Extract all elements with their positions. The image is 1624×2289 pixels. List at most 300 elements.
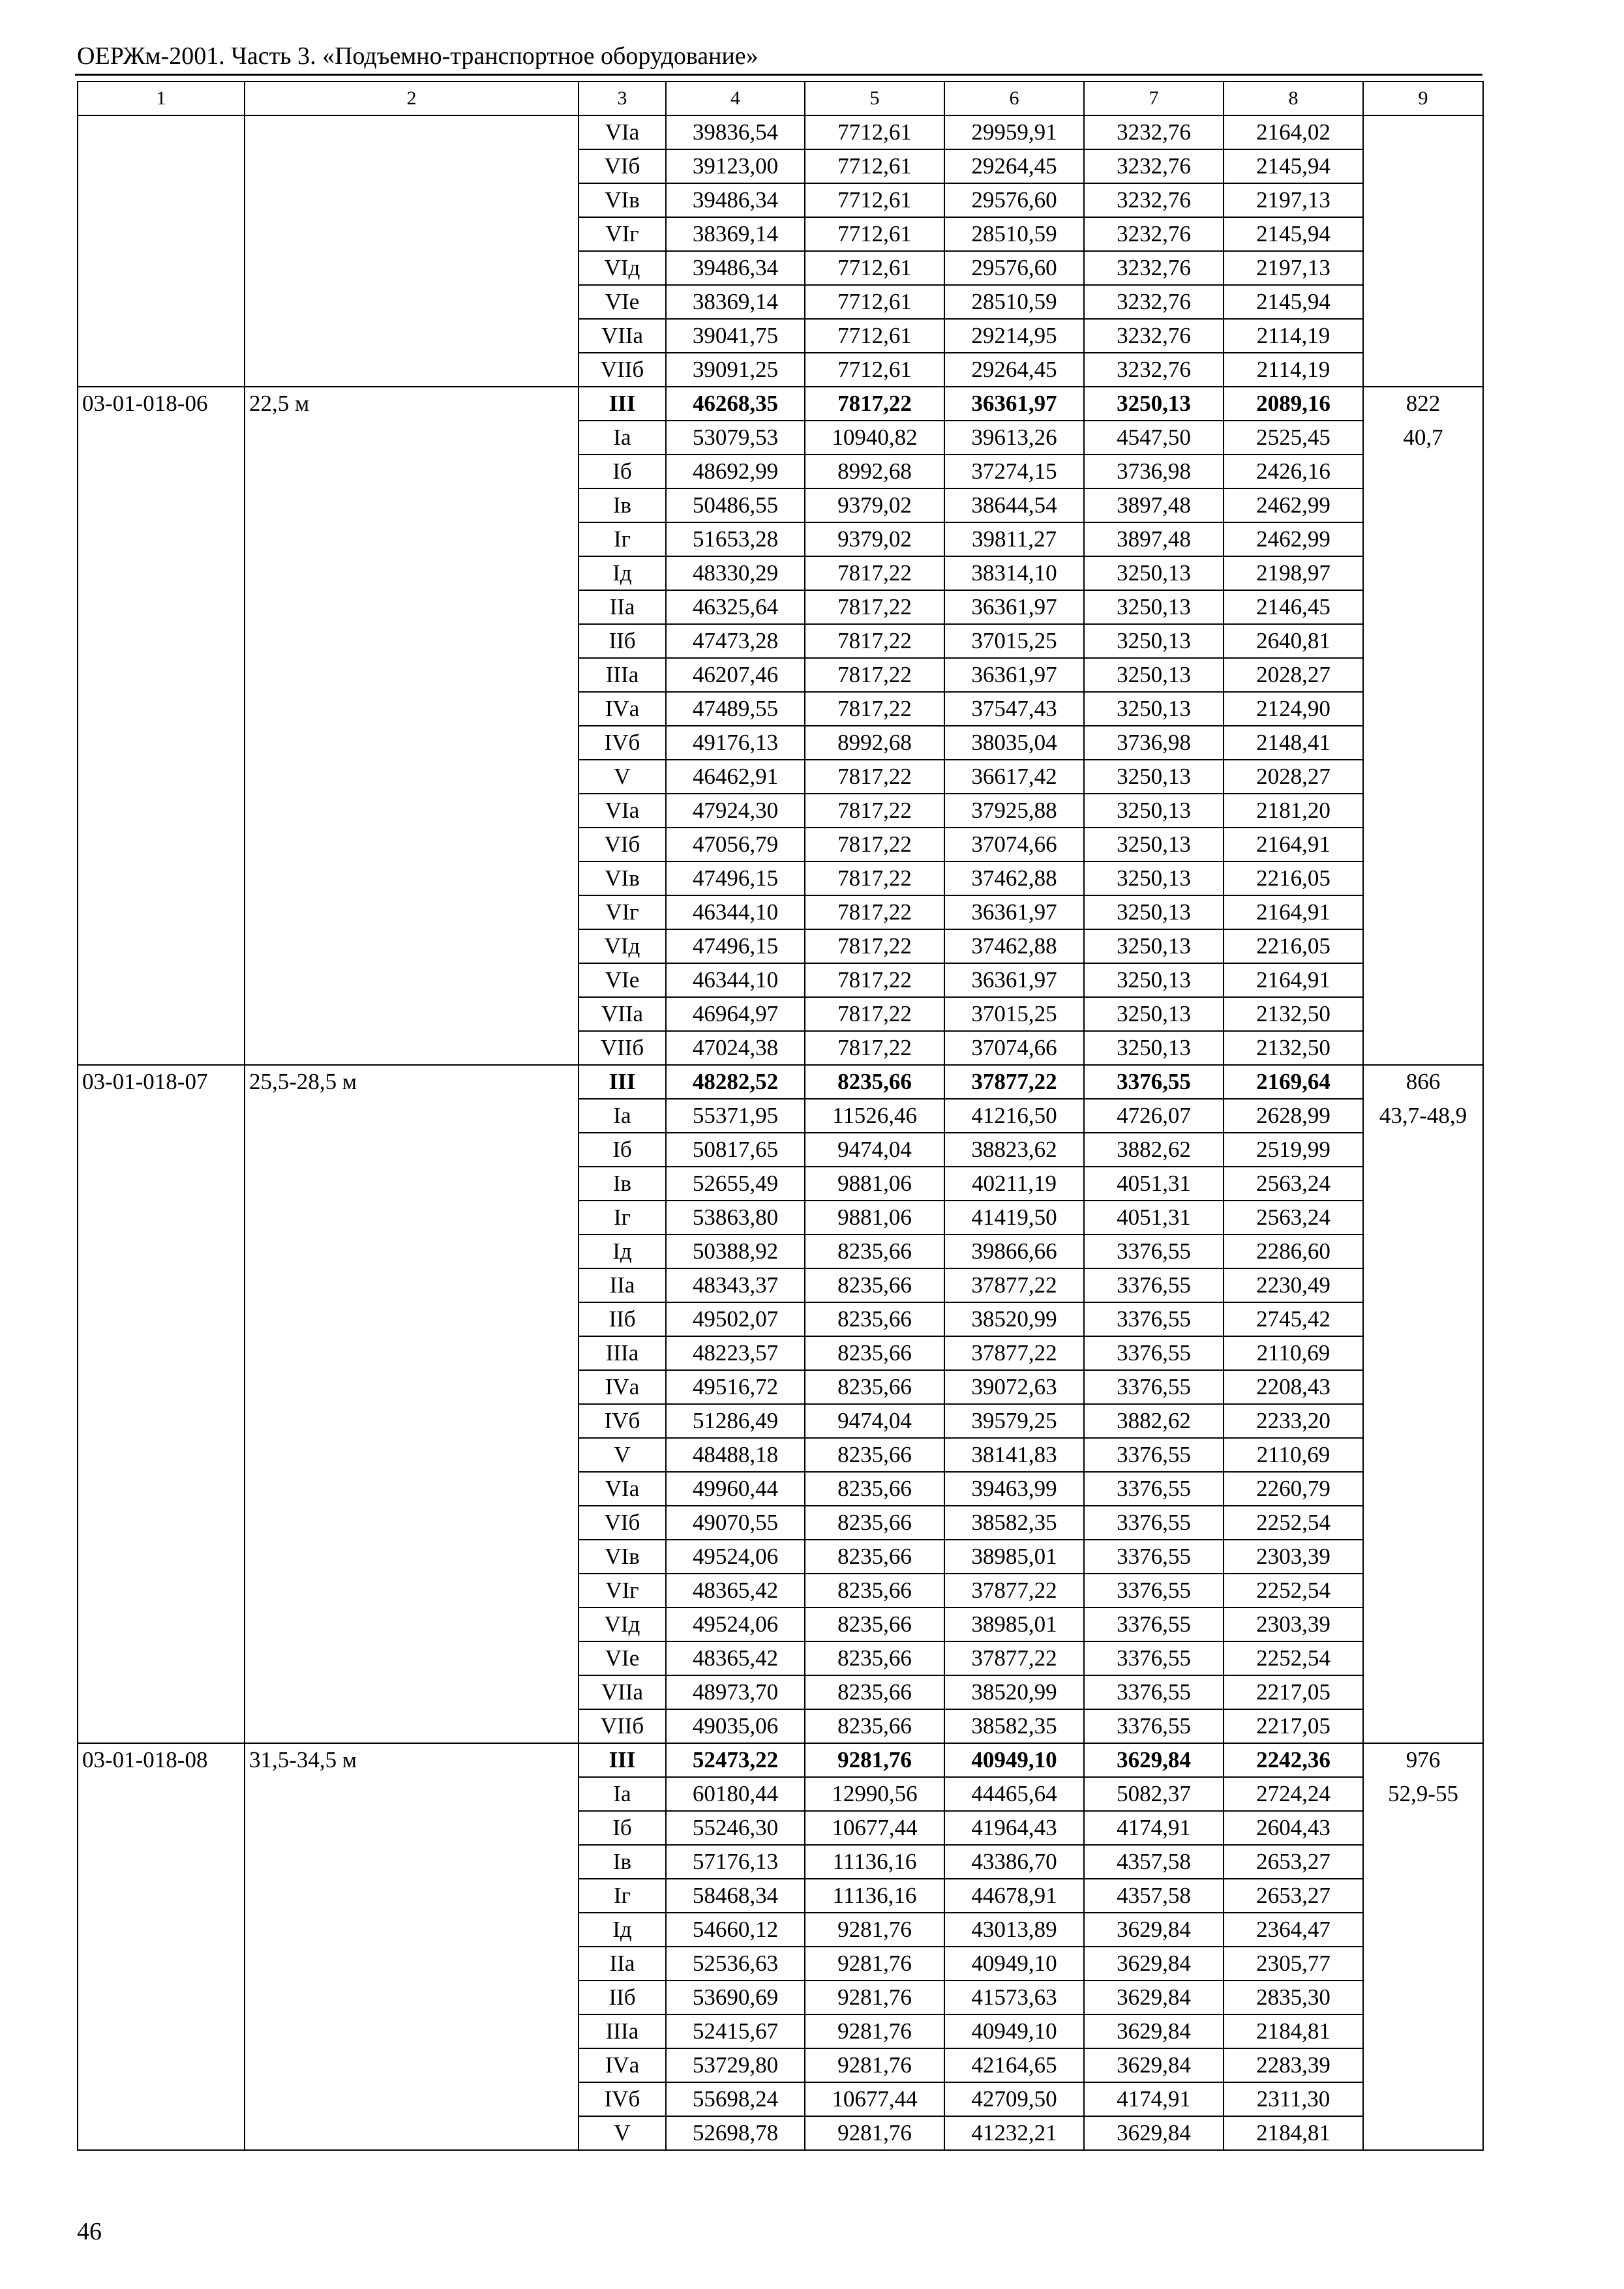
variant-cell: IVб <box>579 1404 666 1438</box>
value-cell: 2604,43 <box>1224 1811 1363 1845</box>
value-cell: 49524,06 <box>666 1540 805 1574</box>
variant-cell: Iб <box>579 455 666 488</box>
value-cell: 39613,26 <box>944 421 1084 455</box>
value-cell: 3376,55 <box>1084 1506 1224 1540</box>
value-cell: 38520,99 <box>944 1302 1084 1336</box>
value-cell: 4051,31 <box>1084 1167 1224 1201</box>
variant-cell: IIIа <box>579 658 666 692</box>
value-cell: 2305,77 <box>1224 1947 1363 1981</box>
value-cell: 37925,88 <box>944 794 1084 828</box>
value-cell: 50817,65 <box>666 1133 805 1167</box>
value-cell: 7712,61 <box>805 217 944 251</box>
variant-cell: VIг <box>579 1574 666 1608</box>
value-cell: 8235,66 <box>805 1268 944 1302</box>
value-cell: 3376,55 <box>1084 1540 1224 1574</box>
value-cell: 52655,49 <box>666 1167 805 1201</box>
page-header-title: ОЕРЖм-2001. Часть 3. «Подъемно-транспортное оборудование» <box>77 42 759 70</box>
value-cell: 9881,06 <box>805 1201 944 1234</box>
value-cell: 3376,55 <box>1084 1641 1224 1675</box>
value-cell: 36361,97 <box>944 963 1084 997</box>
value-cell: 3250,13 <box>1084 828 1224 861</box>
value-cell: 47496,15 <box>666 861 805 895</box>
variant-cell: VIв <box>579 861 666 895</box>
value-cell: 7817,22 <box>805 1031 944 1065</box>
value-cell: 41964,43 <box>944 1811 1084 1845</box>
value-cell: 3736,98 <box>1084 726 1224 760</box>
value-cell: 53863,80 <box>666 1201 805 1234</box>
value-cell: 2653,27 <box>1224 1845 1363 1879</box>
value-cell: 29264,45 <box>944 353 1084 387</box>
column-number-cell: 3 <box>579 82 666 115</box>
value-cell: 46344,10 <box>666 895 805 929</box>
value-cell: 37074,66 <box>944 1031 1084 1065</box>
value-cell: 4174,91 <box>1084 1811 1224 1845</box>
value-cell: 36361,97 <box>944 387 1084 421</box>
value-cell: 2217,05 <box>1224 1709 1363 1743</box>
value-cell: 3376,55 <box>1084 1608 1224 1641</box>
value-cell: 9379,02 <box>805 522 944 556</box>
value-cell: 7712,61 <box>805 353 944 387</box>
value-cell: 28510,59 <box>944 285 1084 319</box>
value-cell: 3250,13 <box>1084 963 1224 997</box>
value-cell: 3882,62 <box>1084 1404 1224 1438</box>
value-cell: 46268,35 <box>666 387 805 421</box>
value-cell: 2252,54 <box>1224 1574 1363 1608</box>
value-cell: 57176,13 <box>666 1845 805 1879</box>
extra-value: 43,7-48,9 <box>1379 1103 1467 1128</box>
value-cell: 3376,55 <box>1084 1472 1224 1506</box>
value-cell: 3250,13 <box>1084 590 1224 624</box>
value-cell: 38985,01 <box>944 1540 1084 1574</box>
value-cell: 2462,99 <box>1224 488 1363 522</box>
value-cell: 48365,42 <box>666 1641 805 1675</box>
variant-cell: VIг <box>579 895 666 929</box>
value-cell: 3629,84 <box>1084 1981 1224 2014</box>
value-cell: 53079,53 <box>666 421 805 455</box>
value-cell: 3250,13 <box>1084 658 1224 692</box>
value-cell: 3376,55 <box>1084 1268 1224 1302</box>
variant-cell: IIа <box>579 1947 666 1981</box>
value-cell: 2197,13 <box>1224 251 1363 285</box>
value-cell: 2653,27 <box>1224 1879 1363 1913</box>
value-cell: 40211,19 <box>944 1167 1084 1201</box>
value-cell: 2164,91 <box>1224 828 1363 861</box>
value-cell: 10677,44 <box>805 2082 944 2116</box>
value-cell: 42164,65 <box>944 2048 1084 2082</box>
value-cell: 8235,66 <box>805 1641 944 1675</box>
variant-cell: VIа <box>579 794 666 828</box>
value-cell: 2283,39 <box>1224 2048 1363 2082</box>
value-cell: 50486,55 <box>666 488 805 522</box>
value-cell: 37074,66 <box>944 828 1084 861</box>
extra-value: 866 <box>1406 1069 1441 1094</box>
header-divider <box>75 74 1482 76</box>
value-cell: 2208,43 <box>1224 1370 1363 1404</box>
value-cell: 9281,76 <box>805 1743 944 1777</box>
page-number: 46 <box>77 2218 102 2245</box>
table-row <box>78 115 1483 149</box>
value-cell: 7817,22 <box>805 658 944 692</box>
value-cell: 41573,63 <box>944 1981 1084 2014</box>
value-cell: 3376,55 <box>1084 1438 1224 1472</box>
value-cell: 7712,61 <box>805 115 944 149</box>
value-cell: 2089,16 <box>1224 387 1363 421</box>
value-cell: 38369,14 <box>666 285 805 319</box>
value-cell: 8235,66 <box>805 1302 944 1336</box>
value-cell: 39041,75 <box>666 319 805 353</box>
value-cell: 3629,84 <box>1084 1913 1224 1947</box>
value-cell: 11136,16 <box>805 1879 944 1913</box>
variant-cell: IIб <box>579 1981 666 2014</box>
value-cell: 3250,13 <box>1084 692 1224 726</box>
variant-cell: Iд <box>579 1234 666 1268</box>
value-cell: 54660,12 <box>666 1913 805 1947</box>
variant-cell: III <box>579 1065 666 1099</box>
value-cell: 3376,55 <box>1084 1336 1224 1370</box>
value-cell: 39579,25 <box>944 1404 1084 1438</box>
value-cell: 2628,99 <box>1224 1099 1363 1133</box>
value-cell: 8235,66 <box>805 1234 944 1268</box>
value-cell: 7817,22 <box>805 590 944 624</box>
value-cell: 49516,72 <box>666 1370 805 1404</box>
variant-cell: Iа <box>579 1099 666 1133</box>
value-cell: 37274,15 <box>944 455 1084 488</box>
variant-cell: Iа <box>579 1777 666 1811</box>
value-cell: 49960,44 <box>666 1472 805 1506</box>
value-cell: 49070,55 <box>666 1506 805 1540</box>
value-cell: 7817,22 <box>805 895 944 929</box>
value-cell: 2230,49 <box>1224 1268 1363 1302</box>
value-cell: 9281,76 <box>805 1913 944 1947</box>
value-cell: 9281,76 <box>805 1981 944 2014</box>
value-cell: 2252,54 <box>1224 1506 1363 1540</box>
value-cell: 5082,37 <box>1084 1777 1224 1811</box>
value-cell: 2835,30 <box>1224 1981 1363 2014</box>
value-cell: 37462,88 <box>944 861 1084 895</box>
code-cell: 03-01-018-07 <box>78 1065 245 1743</box>
variant-cell: VIIа <box>579 997 666 1031</box>
value-cell: 40949,10 <box>944 1947 1084 1981</box>
variant-cell: Iб <box>579 1811 666 1845</box>
value-cell: 37877,22 <box>944 1574 1084 1608</box>
value-cell: 39486,34 <box>666 251 805 285</box>
value-cell: 3250,13 <box>1084 895 1224 929</box>
value-cell: 46325,64 <box>666 590 805 624</box>
extra-value: 822 <box>1406 391 1441 416</box>
value-cell: 8235,66 <box>805 1540 944 1574</box>
value-cell: 39463,99 <box>944 1472 1084 1506</box>
value-cell: 4547,50 <box>1084 421 1224 455</box>
value-cell: 3629,84 <box>1084 2048 1224 2082</box>
column-number-cell: 5 <box>805 82 944 115</box>
value-cell: 37877,22 <box>944 1268 1084 1302</box>
value-cell: 40949,10 <box>944 2014 1084 2048</box>
value-cell: 2563,24 <box>1224 1201 1363 1234</box>
variant-cell: Iг <box>579 522 666 556</box>
value-cell: 38823,62 <box>944 1133 1084 1167</box>
value-cell: 49035,06 <box>666 1709 805 1743</box>
variant-cell: VIа <box>579 115 666 149</box>
value-cell: 47489,55 <box>666 692 805 726</box>
value-cell: 2745,42 <box>1224 1302 1363 1336</box>
variant-cell: VIIб <box>579 1031 666 1065</box>
value-cell: 2364,47 <box>1224 1913 1363 1947</box>
table-row <box>78 387 1483 421</box>
name-cell: 31,5-34,5 м <box>245 1743 579 2150</box>
value-cell: 55698,24 <box>666 2082 805 2116</box>
value-cell: 46344,10 <box>666 963 805 997</box>
value-cell: 53690,69 <box>666 1981 805 2014</box>
value-cell: 2146,45 <box>1224 590 1363 624</box>
variant-cell: III <box>579 387 666 421</box>
code-cell <box>78 115 245 387</box>
value-cell: 3629,84 <box>1084 1743 1224 1777</box>
value-cell: 8235,66 <box>805 1472 944 1506</box>
variant-cell: Iд <box>579 1913 666 1947</box>
variant-cell: IIа <box>579 590 666 624</box>
variant-cell: Iг <box>579 1879 666 1913</box>
value-cell: 3897,48 <box>1084 522 1224 556</box>
value-cell: 29214,95 <box>944 319 1084 353</box>
value-cell: 8992,68 <box>805 726 944 760</box>
value-cell: 48488,18 <box>666 1438 805 1472</box>
value-cell: 8235,66 <box>805 1574 944 1608</box>
value-cell: 2124,90 <box>1224 692 1363 726</box>
value-cell: 4051,31 <box>1084 1201 1224 1234</box>
column-number-cell: 8 <box>1224 82 1363 115</box>
value-cell: 11136,16 <box>805 1845 944 1879</box>
value-cell: 41232,21 <box>944 2116 1084 2150</box>
variant-cell: IVа <box>579 692 666 726</box>
value-cell: 2110,69 <box>1224 1336 1363 1370</box>
value-cell: 2462,99 <box>1224 522 1363 556</box>
column-number-cell: 2 <box>245 82 579 115</box>
value-cell: 29576,60 <box>944 183 1084 217</box>
value-cell: 3232,76 <box>1084 285 1224 319</box>
value-cell: 3376,55 <box>1084 1234 1224 1268</box>
value-cell: 7817,22 <box>805 760 944 794</box>
value-cell: 2311,30 <box>1224 2082 1363 2116</box>
value-cell: 8235,66 <box>805 1370 944 1404</box>
value-cell: 3250,13 <box>1084 1031 1224 1065</box>
value-cell: 2640,81 <box>1224 624 1363 658</box>
value-cell: 8235,66 <box>805 1608 944 1641</box>
value-cell: 2286,60 <box>1224 1234 1363 1268</box>
extra-value: 976 <box>1406 1747 1441 1773</box>
value-cell: 7817,22 <box>805 387 944 421</box>
value-cell: 44678,91 <box>944 1879 1084 1913</box>
variant-cell: Iв <box>579 488 666 522</box>
value-cell: 44465,64 <box>944 1777 1084 1811</box>
value-cell: 48330,29 <box>666 556 805 590</box>
value-cell: 3232,76 <box>1084 251 1224 285</box>
value-cell: 8235,66 <box>805 1336 944 1370</box>
value-cell: 3232,76 <box>1084 217 1224 251</box>
value-cell: 37877,22 <box>944 1065 1084 1099</box>
variant-cell: VIд <box>579 251 666 285</box>
value-cell: 7712,61 <box>805 183 944 217</box>
value-cell: 3376,55 <box>1084 1675 1224 1709</box>
value-cell: 37877,22 <box>944 1336 1084 1370</box>
variant-cell: VIв <box>579 1540 666 1574</box>
value-cell: 51653,28 <box>666 522 805 556</box>
variant-cell: III <box>579 1743 666 1777</box>
value-cell: 3629,84 <box>1084 2116 1224 2150</box>
value-cell: 39486,34 <box>666 183 805 217</box>
value-cell: 2145,94 <box>1224 149 1363 183</box>
variant-cell: VIв <box>579 183 666 217</box>
value-cell: 37877,22 <box>944 1641 1084 1675</box>
value-cell: 7712,61 <box>805 149 944 183</box>
code-cell: 03-01-018-08 <box>78 1743 245 2150</box>
value-cell: 12990,56 <box>805 1777 944 1811</box>
value-cell: 4357,58 <box>1084 1879 1224 1913</box>
value-cell: 2110,69 <box>1224 1438 1363 1472</box>
value-cell: 46462,91 <box>666 760 805 794</box>
value-cell: 2197,13 <box>1224 183 1363 217</box>
value-cell: 60180,44 <box>666 1777 805 1811</box>
value-cell: 49176,13 <box>666 726 805 760</box>
variant-cell: VIб <box>579 1506 666 1540</box>
value-cell: 7712,61 <box>805 285 944 319</box>
value-cell: 2145,94 <box>1224 285 1363 319</box>
value-cell: 2198,97 <box>1224 556 1363 590</box>
value-cell: 55371,95 <box>666 1099 805 1133</box>
value-cell: 53729,80 <box>666 2048 805 2082</box>
value-cell: 37462,88 <box>944 929 1084 963</box>
value-cell: 49502,07 <box>666 1302 805 1336</box>
column-number-row <box>78 82 1483 115</box>
value-cell: 8992,68 <box>805 455 944 488</box>
value-cell: 52415,67 <box>666 2014 805 2048</box>
value-cell: 4357,58 <box>1084 1845 1224 1879</box>
value-cell: 39091,25 <box>666 353 805 387</box>
value-cell: 9281,76 <box>805 2116 944 2150</box>
variant-cell: VIб <box>579 828 666 861</box>
value-cell: 48343,37 <box>666 1268 805 1302</box>
value-cell: 2181,20 <box>1224 794 1363 828</box>
value-cell: 2525,45 <box>1224 421 1363 455</box>
value-cell: 7817,22 <box>805 861 944 895</box>
value-cell: 2563,24 <box>1224 1167 1363 1201</box>
value-cell: 3376,55 <box>1084 1709 1224 1743</box>
value-cell: 29959,91 <box>944 115 1084 149</box>
extra-cell <box>1363 1065 1483 1743</box>
value-cell: 3250,13 <box>1084 861 1224 895</box>
variant-cell: VIе <box>579 963 666 997</box>
table-row <box>78 1065 1483 1099</box>
value-cell: 39811,27 <box>944 522 1084 556</box>
value-cell: 10940,82 <box>805 421 944 455</box>
value-cell: 28510,59 <box>944 217 1084 251</box>
variant-cell: VIд <box>579 929 666 963</box>
value-cell: 8235,66 <box>805 1675 944 1709</box>
value-cell: 47024,38 <box>666 1031 805 1065</box>
value-cell: 8235,66 <box>805 1065 944 1099</box>
value-cell: 42709,50 <box>944 2082 1084 2116</box>
variant-cell: VIIб <box>579 1709 666 1743</box>
value-cell: 2252,54 <box>1224 1641 1363 1675</box>
value-cell: 3232,76 <box>1084 149 1224 183</box>
value-cell: 2184,81 <box>1224 2116 1363 2150</box>
value-cell: 4174,91 <box>1084 2082 1224 2116</box>
value-cell: 9379,02 <box>805 488 944 522</box>
value-cell: 11526,46 <box>805 1099 944 1133</box>
value-cell: 2132,50 <box>1224 1031 1363 1065</box>
code-cell: 03-01-018-06 <box>78 387 245 1065</box>
value-cell: 7817,22 <box>805 692 944 726</box>
variant-cell: VIIа <box>579 1675 666 1709</box>
value-cell: 2169,64 <box>1224 1065 1363 1099</box>
value-cell: 2216,05 <box>1224 861 1363 895</box>
value-cell: 51286,49 <box>666 1404 805 1438</box>
value-cell: 2114,19 <box>1224 353 1363 387</box>
value-cell: 46964,97 <box>666 997 805 1031</box>
column-number-cell: 7 <box>1084 82 1224 115</box>
name-cell: 25,5-28,5 м <box>245 1065 579 1743</box>
variant-cell: IIб <box>579 1302 666 1336</box>
value-cell: 41216,50 <box>944 1099 1084 1133</box>
value-cell: 3250,13 <box>1084 794 1224 828</box>
value-cell: 9474,04 <box>805 1133 944 1167</box>
value-cell: 2184,81 <box>1224 2014 1363 2048</box>
value-cell: 3250,13 <box>1084 929 1224 963</box>
value-cell: 7817,22 <box>805 963 944 997</box>
extra-cell <box>1363 1743 1483 2150</box>
value-cell: 2426,16 <box>1224 455 1363 488</box>
value-cell: 36361,97 <box>944 590 1084 624</box>
value-cell: 3232,76 <box>1084 353 1224 387</box>
value-cell: 2242,36 <box>1224 1743 1363 1777</box>
column-number-cell: 6 <box>944 82 1084 115</box>
value-cell: 48223,57 <box>666 1336 805 1370</box>
variant-cell: IIIа <box>579 2014 666 2048</box>
value-cell: 4726,07 <box>1084 1099 1224 1133</box>
value-cell: 7817,22 <box>805 624 944 658</box>
value-cell: 38582,35 <box>944 1506 1084 1540</box>
value-cell: 8235,66 <box>805 1438 944 1472</box>
value-cell: 47473,28 <box>666 624 805 658</box>
column-number-cell: 9 <box>1363 82 1483 115</box>
value-cell: 37547,43 <box>944 692 1084 726</box>
value-cell: 3250,13 <box>1084 997 1224 1031</box>
value-cell: 38582,35 <box>944 1709 1084 1743</box>
value-cell: 2216,05 <box>1224 929 1363 963</box>
column-number-cell: 1 <box>78 82 245 115</box>
value-cell: 39836,54 <box>666 115 805 149</box>
value-cell: 2028,27 <box>1224 760 1363 794</box>
value-cell: 7817,22 <box>805 794 944 828</box>
variant-cell: VIа <box>579 1472 666 1506</box>
value-cell: 52473,22 <box>666 1743 805 1777</box>
value-cell: 48973,70 <box>666 1675 805 1709</box>
value-cell: 9281,76 <box>805 1947 944 1981</box>
value-cell: 38035,04 <box>944 726 1084 760</box>
value-cell: 40949,10 <box>944 1743 1084 1777</box>
table-row <box>78 1743 1483 1777</box>
value-cell: 2164,91 <box>1224 963 1363 997</box>
value-cell: 58468,34 <box>666 1879 805 1913</box>
value-cell: 38369,14 <box>666 217 805 251</box>
value-cell: 43013,89 <box>944 1913 1084 1947</box>
value-cell: 9281,76 <box>805 2048 944 2082</box>
variant-cell: IIIа <box>579 1336 666 1370</box>
variant-cell: IIа <box>579 1268 666 1302</box>
variant-cell: Iг <box>579 1201 666 1234</box>
value-cell: 47496,15 <box>666 929 805 963</box>
price-table <box>77 81 1484 2151</box>
value-cell: 48282,52 <box>666 1065 805 1099</box>
